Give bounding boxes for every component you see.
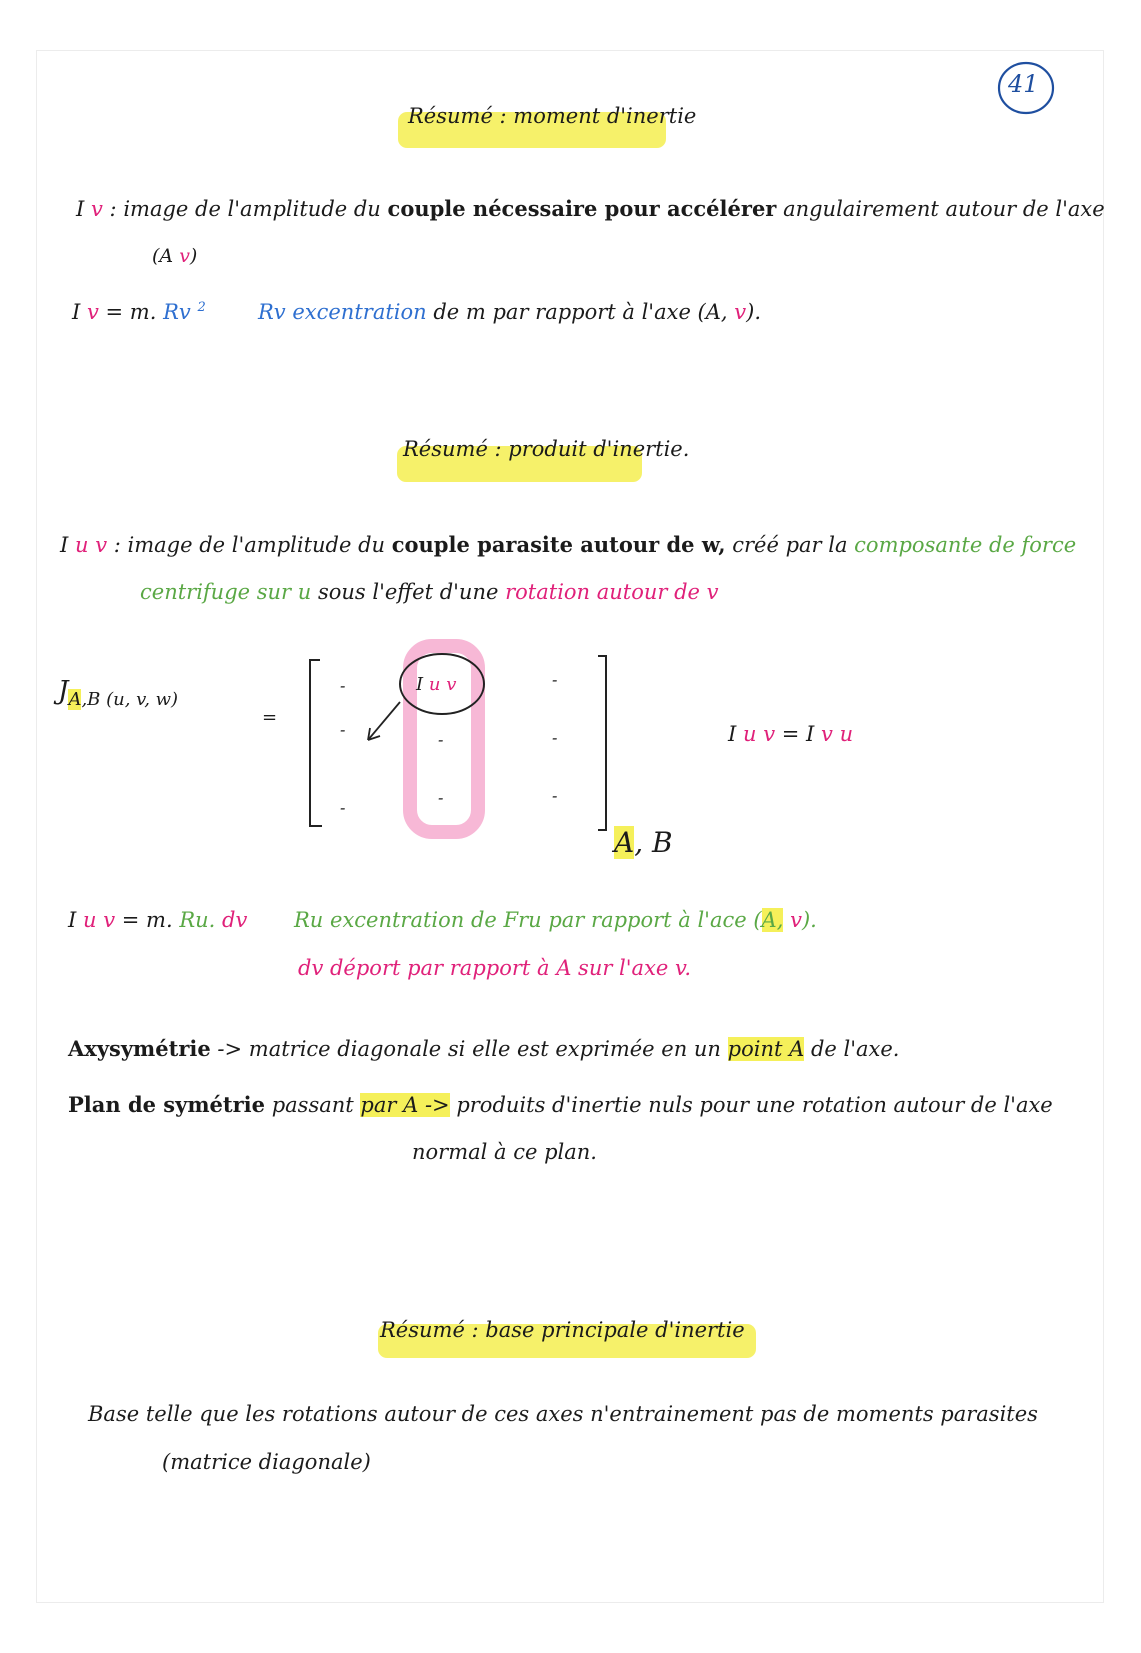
matrix-dash: -: [340, 798, 346, 817]
symmetry-relation: I u v = I v u: [728, 722, 854, 746]
moment-definition-line2: (A v): [152, 245, 198, 267]
axisymmetry-line: Axysymétrie -> matrice diagonale si elle est exprimée en un point A de l'axe.: [68, 1036, 900, 1061]
matrix-dash: -: [438, 730, 444, 749]
section-title-produit: Résumé : produit d'inertie.: [403, 437, 690, 461]
base-line2: (matrice diagonale): [162, 1450, 371, 1474]
section-title-base: Résumé : base principale d'inertie: [380, 1318, 745, 1342]
definition-text: image de l'amplitude du: [123, 197, 381, 221]
matrix-dash: -: [438, 788, 444, 807]
definition-text-end: angulairement autour de l'axe: [783, 197, 1105, 221]
base-line1: Base telle que les rotations autour de ces axes n'entrainement pas de moments parasites: [88, 1402, 1038, 1426]
moment-formula: I v = m. Rv $^2$: [72, 300, 206, 324]
matrix-dash: -: [340, 720, 346, 739]
matrix-dash: -: [340, 676, 346, 695]
produit-note-dv: dv déport par rapport à A sur l'axe v.: [298, 956, 692, 980]
matrix-lhs: $J_{A,B (u, v, w)}$: [58, 676, 179, 711]
symbol-v: v: [90, 197, 103, 221]
symmetry-plane-line1: Plan de symétrie passant par A -> produits d'inertie nuls pour une rotation autour de l'axe: [68, 1092, 1053, 1117]
definition-bold: couple nécessaire pour accélérer: [387, 196, 777, 221]
matrix-subscript: A, B: [614, 826, 673, 859]
matrix-cell-Iuv: I u v: [416, 674, 457, 695]
symbol-I: I: [76, 197, 85, 221]
moment-definition-line1: I v : image de l'amplitude du couple nécessaire pour accélérer angulairement autour de l'axe: [76, 196, 1105, 221]
matrix-dash: -: [552, 728, 558, 747]
symmetry-plane-line2: normal à ce plan.: [412, 1140, 597, 1164]
matrix-dash: -: [552, 786, 558, 805]
moment-note: Rv excentration de m par rapport à l'axe (A, v).: [258, 300, 762, 324]
page-number: 41: [1008, 70, 1039, 98]
section-title-moment: Résumé : moment d'inertie: [408, 104, 697, 128]
produit-definition-line1: I u v : image de l'amplitude du couple parasite autour de w, créé par la composante de force: [60, 532, 1077, 557]
produit-note-ru: Ru excentration de Fru par rapport à l'ace (A, v).: [294, 908, 817, 932]
produit-definition-line2: centrifuge sur u sous l'effet d'une rotation autour de v: [140, 580, 719, 604]
matrix-dash: -: [552, 670, 558, 689]
matrix-equals: =: [262, 707, 278, 728]
produit-formula: I u v = m. Ru. dv: [68, 908, 248, 932]
